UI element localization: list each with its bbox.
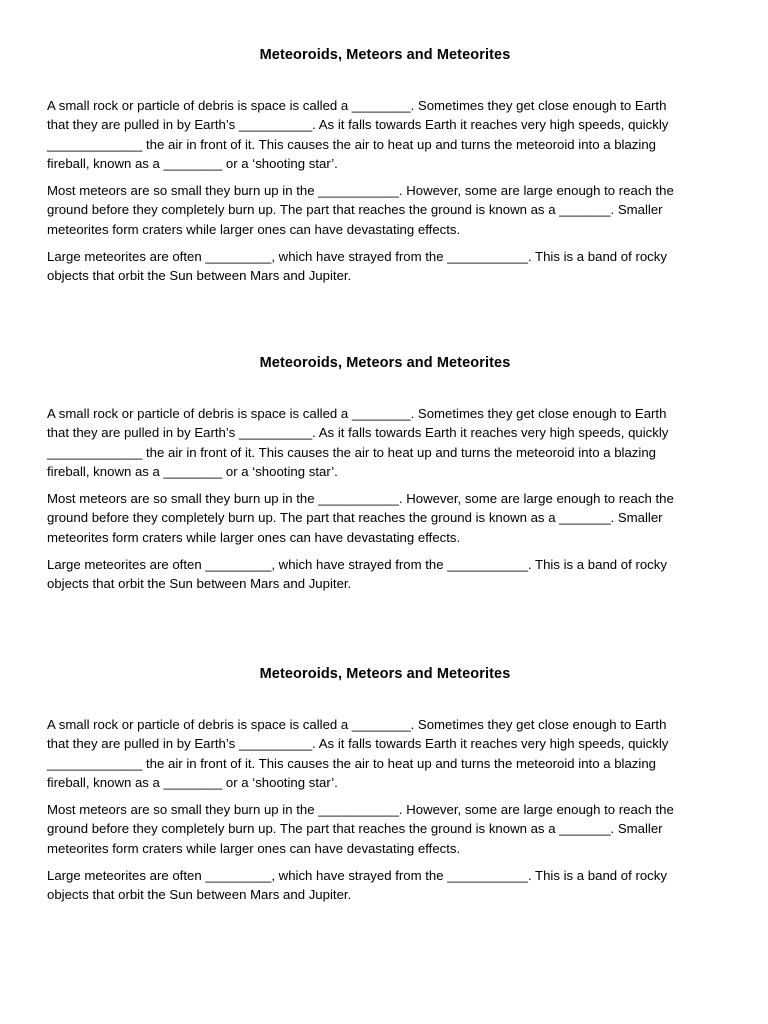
text-line: that they are pulled in by Earth’s __________. As it falls towards Earth it reaches very high speeds, quickly — [47, 117, 669, 133]
text-line: fireball, known as a ________ or a ‘shooting star’. — [47, 463, 338, 479]
worksheet-title: Meteoroids, Meteors and Meteorites — [259, 666, 511, 682]
text-line: A small rock or particle of debris is space is called a ________. Sometimes they get close enough to Earth — [47, 406, 667, 421]
paragraph-intro — [47, 404, 723, 481]
text-line: that they are pulled in by Earth’s __________. As it falls towards Earth it reaches very high speeds, quickly — [47, 736, 669, 752]
text-line: _____________ the air in front of it. This causes the air to heat up and turns the meteoroid into a blazing — [47, 444, 656, 460]
worksheet-title: Meteoroids, Meteors and Meteorites — [259, 47, 511, 63]
paragraph-large-meteorites — [47, 866, 723, 905]
worksheet-1 — [47, 46, 723, 294]
text-line: Most meteors are so small they burn up in the ___________. However, some are large enough to reach the — [47, 802, 674, 818]
text-line: ground before they completely burn up. The part that reaches the ground is known as a _______. Smaller — [47, 510, 663, 526]
worksheet-2 — [47, 354, 723, 602]
text-line: Large meteorites are often _________, which have strayed from the ___________. This is a band of rocky — [47, 557, 667, 573]
text-line: Most meteors are so small they burn up in the ___________. However, some are large enough to reach the — [47, 183, 674, 199]
text-line: objects that orbit the Sun between Mars and Jupiter. — [47, 887, 352, 903]
text-line: objects that orbit the Sun between Mars and Jupiter. — [47, 268, 352, 284]
text-line: ground before they completely burn up. The part that reaches the ground is known as a _______. Smaller — [47, 202, 663, 218]
paragraph-intro — [47, 715, 723, 792]
text-line: fireball, known as a ________ or a ‘shooting star’. — [47, 774, 338, 790]
worksheet-title: Meteoroids, Meteors and Meteorites — [259, 355, 511, 371]
text-line: A small rock or particle of debris is space is called a ________. Sometimes they get close enough to Earth — [47, 717, 667, 732]
text-line: _____________ the air in front of it. This causes the air to heat up and turns the meteoroid into a blazing — [47, 136, 656, 152]
paragraph-large-meteorites — [47, 555, 723, 594]
paragraph-meteors — [47, 181, 723, 239]
text-line: fireball, known as a ________ or a ‘shooting star’. — [47, 155, 338, 171]
worksheet-3 — [47, 665, 723, 913]
text-line: A small rock or particle of debris is space is called a ________. Sometimes they get close enough to Earth — [47, 98, 667, 113]
text-line: Large meteorites are often _________, which have strayed from the ___________. This is a band of rocky — [47, 249, 667, 265]
paragraph-meteors — [47, 800, 723, 858]
text-line: that they are pulled in by Earth’s __________. As it falls towards Earth it reaches very high speeds, quickly — [47, 425, 669, 441]
text-line: meteorites form craters while larger ones can have devastating effects. — [47, 840, 461, 856]
text-line: meteorites form craters while larger ones can have devastating effects. — [47, 221, 461, 237]
paragraph-meteors — [47, 489, 723, 547]
text-line: meteorites form craters while larger ones can have devastating effects. — [47, 529, 461, 545]
paragraph-large-meteorites — [47, 247, 723, 286]
text-line: objects that orbit the Sun between Mars and Jupiter. — [47, 576, 352, 592]
text-line: _____________ the air in front of it. This causes the air to heat up and turns the meteoroid into a blazing — [47, 755, 656, 771]
text-line: Large meteorites are often _________, which have strayed from the ___________. This is a band of rocky — [47, 868, 667, 884]
text-line: ground before they completely burn up. The part that reaches the ground is known as a _______. Smaller — [47, 821, 663, 837]
paragraph-intro — [47, 96, 723, 173]
text-line: Most meteors are so small they burn up in the ___________. However, some are large enough to reach the — [47, 491, 674, 507]
